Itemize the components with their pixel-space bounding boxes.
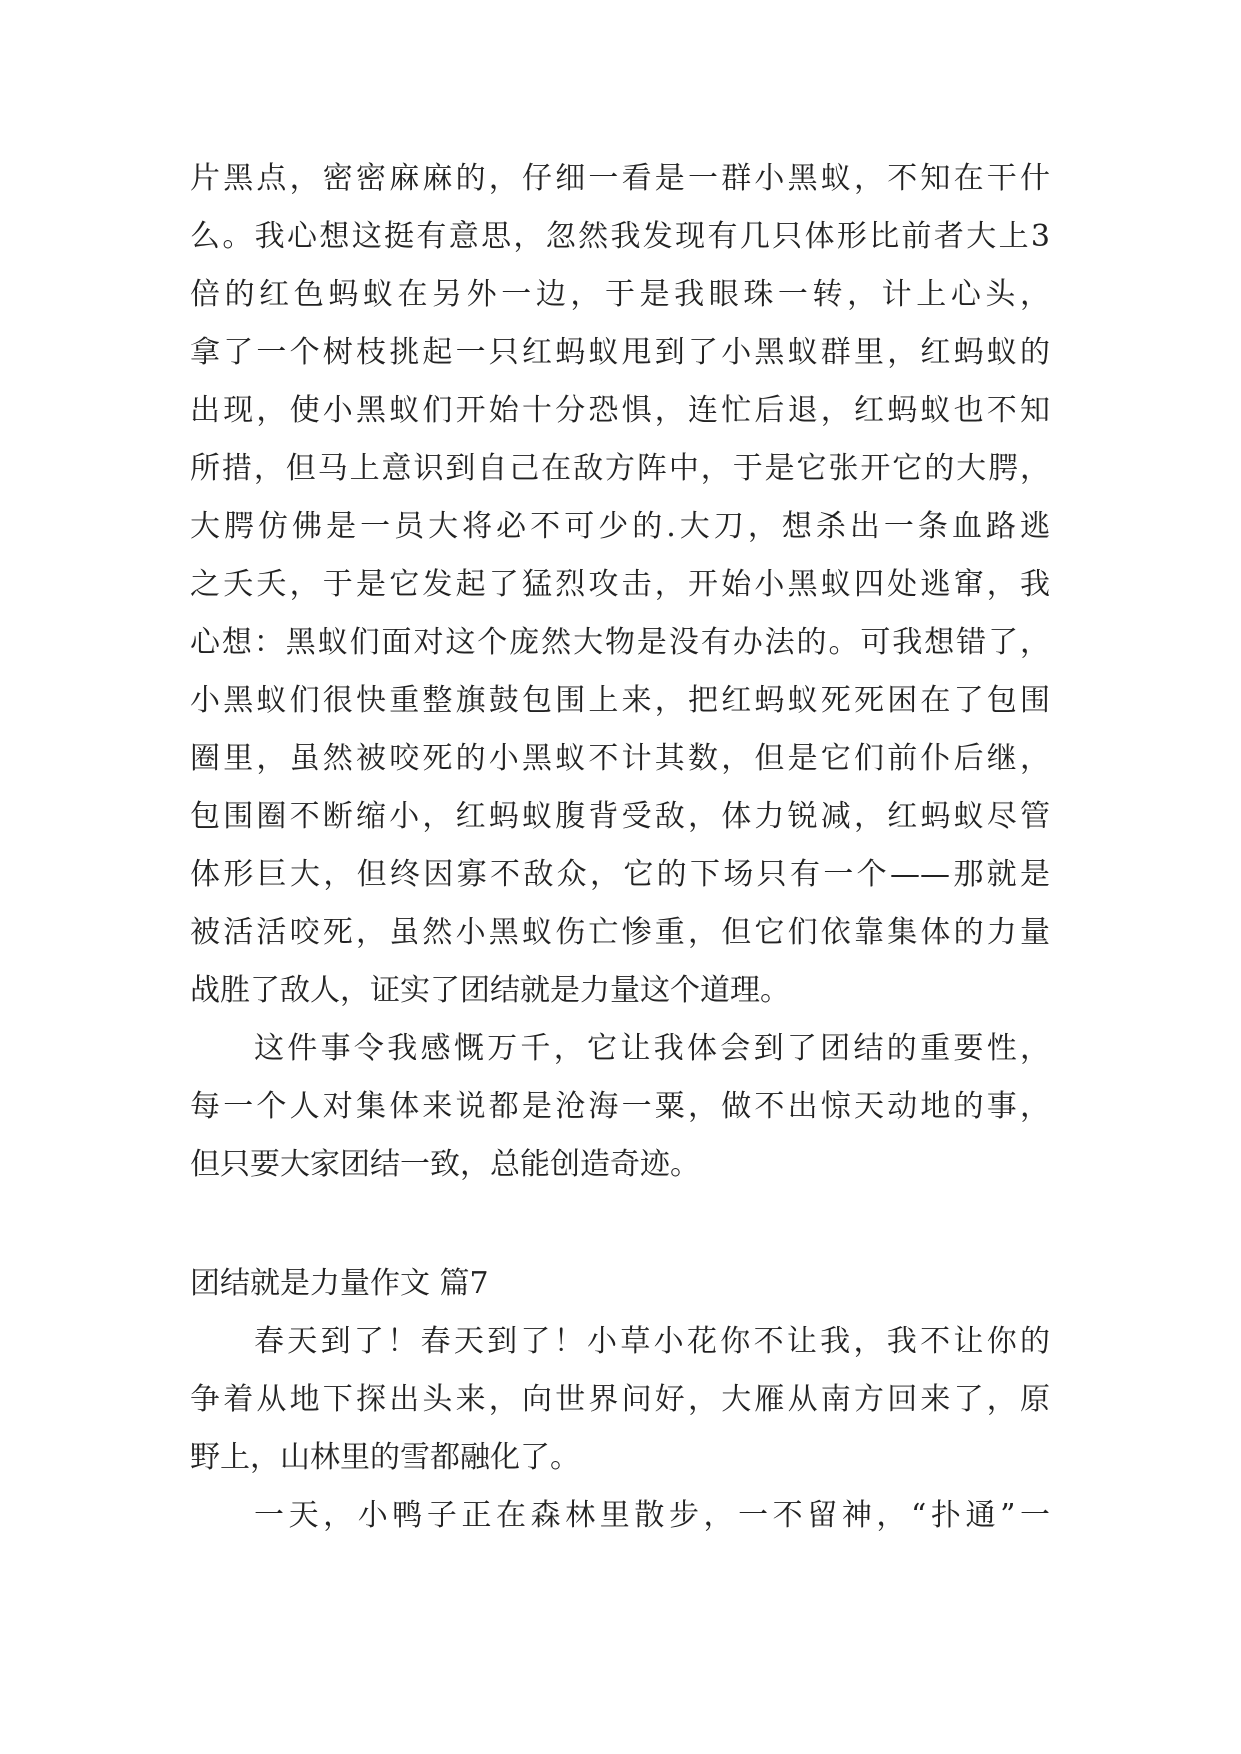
text-line: 争着从地下探出头来，向世界问好，大雁从南方回来了，原 bbox=[190, 1382, 1050, 1417]
text-line: 包围圈不断缩小，红蚂蚁腹背受敌，体力锐减，红蚂蚁尽管 bbox=[190, 799, 1050, 834]
text-line: 所措，但马上意识到自己在敌方阵中，于是它张开它的大腭， bbox=[190, 451, 1050, 486]
text-line: 大腭仿佛是一员大将必不可少的.大刀，想杀出一条血路逃 bbox=[190, 509, 1050, 544]
text-line: 每一个人对集体来说都是沧海一粟，做不出惊天动地的事， bbox=[190, 1089, 1050, 1124]
paragraph-spring bbox=[190, 1313, 1050, 1487]
text-line: 圈里，虽然被咬死的小黑蚁不计其数，但是它们前仆后继， bbox=[190, 741, 1050, 776]
text-line: 心想：黑蚁们面对这个庞然大物是没有办法的。可我想错了， bbox=[190, 625, 1050, 660]
text-line: 这件事令我感慨万千，它让我体会到了团结的重要性， bbox=[254, 1031, 1050, 1066]
section-heading: 团结就是力量作文 篇7 bbox=[190, 1266, 489, 1301]
text-line: 出现，使小黑蚁们开始十分恐惧，连忙后退，红蚂蚁也不知 bbox=[190, 393, 1050, 428]
text-line: 么。我心想这挺有意思，忽然我发现有几只体形比前者大上3 bbox=[190, 219, 1050, 254]
text-line: 体形巨大，但终因寡不敌众，它的下场只有一个——那就是 bbox=[190, 857, 1050, 892]
text-line: 一天，小鸭子正在森林里散步，一不留神，“扑通”一 bbox=[254, 1498, 1050, 1533]
text-line: 拿了一个树枝挑起一只红蚂蚁甩到了小黑蚁群里，红蚂蚁的 bbox=[190, 335, 1050, 370]
text-line: 春天到了！春天到了！小草小花你不让我，我不让你的 bbox=[254, 1324, 1050, 1359]
paragraph-ant-battle bbox=[190, 150, 1050, 1020]
text-line: 战胜了敌人，证实了团结就是力量这个道理。 bbox=[190, 973, 790, 1008]
text-line: 被活活咬死，虽然小黑蚁伤亡惨重，但它们依靠集体的力量 bbox=[190, 915, 1050, 950]
paragraph-reflection bbox=[190, 1020, 1050, 1194]
text-line: 之夭夭，于是它发起了猛烈攻击，开始小黑蚁四处逃窜，我 bbox=[190, 567, 1050, 602]
text-line: 野上，山林里的雪都融化了。 bbox=[190, 1440, 580, 1475]
paragraph-duckling bbox=[190, 1487, 1050, 1545]
text-line: 小黑蚁们很快重整旗鼓包围上来，把红蚂蚁死死困在了包围 bbox=[190, 683, 1050, 718]
text-line: 片黑点，密密麻麻的，仔细一看是一群小黑蚁，不知在干什 bbox=[190, 161, 1050, 196]
text-line: 倍的红色蚂蚁在另外一边，于是我眼珠一转，计上心头， bbox=[190, 277, 1050, 312]
text-line: 但只要大家团结一致，总能创造奇迹。 bbox=[190, 1147, 700, 1182]
